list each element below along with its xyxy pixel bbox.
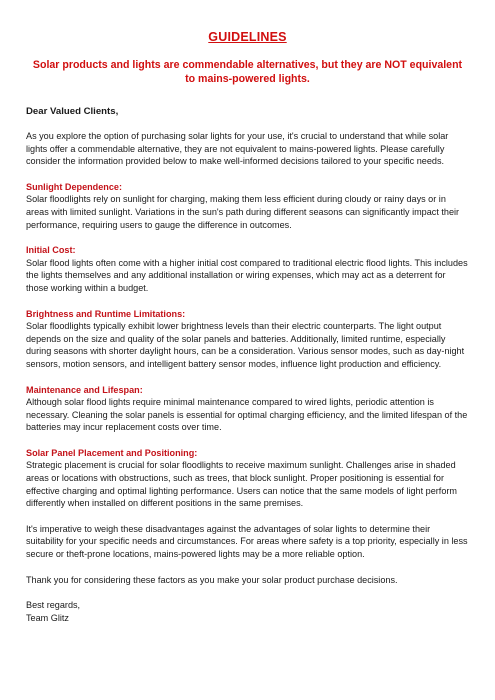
signature: Team Glitz <box>26 612 69 623</box>
greeting: Dear Valued Clients, <box>26 106 119 117</box>
section-initial-cost <box>26 244 469 294</box>
section-body: Solar floodlights rely on sunlight for charging, making them less efficient during cloudy or rainy days or in areas with limited sunlight. Variations in the sun's path during different seasons can significantly impact their performance, requiring users to gauge the difference in outcomes. <box>26 194 460 230</box>
section-body: Strategic placement is crucial for solar floodlights to receive maximum sunlight. Challenges arise in shaded areas or locations with obstructions, such as trees, that block sunlight. Proper positioning is essential for effective charging and optimal lighting performance. Users can notice that the same models of light perform differently when installed on different positions in the same premises. <box>26 460 457 509</box>
closing-block <box>26 599 469 624</box>
section-body: Solar flood lights often come with a higher initial cost compared to traditional electric flood lights. This includes the lights themselves and any additional installation or wiring expenses, which may act as a deterrent for those working within a budget. <box>26 257 468 293</box>
section-maintenance-lifespan <box>26 384 469 434</box>
signoff: Best regards, <box>26 600 81 611</box>
intro-paragraph: As you explore the option of purchasing solar lights for your use, it's crucial to understand that while solar lights offer a commendable alternative, they are not equivalent to mains-powered lights. Please carefully consider the information provided below to make well-informed decisions tailored to your specific needs. <box>26 131 449 167</box>
section-brightness-runtime <box>26 308 469 371</box>
page-title: GUIDELINES <box>208 30 287 44</box>
section-panel-placement <box>26 447 469 510</box>
section-body: Solar floodlights typically exhibit lower brightness levels than their electric counterparts. The light output depends on the size and quality of the solar panels and batteries. Additionally, limited runtime, especially during seasons with shorter daylight hours, can be a consideration. Various sensor modes, such as day-night sensors, motion sensors, and intelligent battery sensor modes, influence light production and efficiency. <box>26 321 465 369</box>
thanks-paragraph: Thank you for considering these factors as you make your solar product purchase decisions. <box>26 574 398 585</box>
section-heading: Brightness and Runtime Limitations: <box>26 308 186 319</box>
section-body: Although solar flood lights require minimal maintenance compared to wired lights, periodic attention is necessary. Cleaning the solar panels is essential for optimal charging efficiency, and the limited lifespan of the batteries may incur replacement costs over time. <box>26 397 468 433</box>
section-sunlight-dependence <box>26 181 469 231</box>
conclusion-paragraph: It's imperative to weigh these disadvantages against the advantages of solar lights to determine their suitability for your specific needs and circumstances. For areas where safety is a top priority, especially in less secure or theft-prone locations, mains-powered lights may be a more reliable option. <box>26 523 468 560</box>
section-heading: Sunlight Dependence: <box>26 181 122 192</box>
section-heading: Solar Panel Placement and Positioning: <box>26 447 198 458</box>
section-heading: Maintenance and Lifespan: <box>26 384 143 395</box>
section-heading: Initial Cost: <box>26 245 76 256</box>
page-subtitle: Solar products and lights are commendable alternatives, but they are NOT equivalent to mains-powered lights. <box>32 59 463 85</box>
